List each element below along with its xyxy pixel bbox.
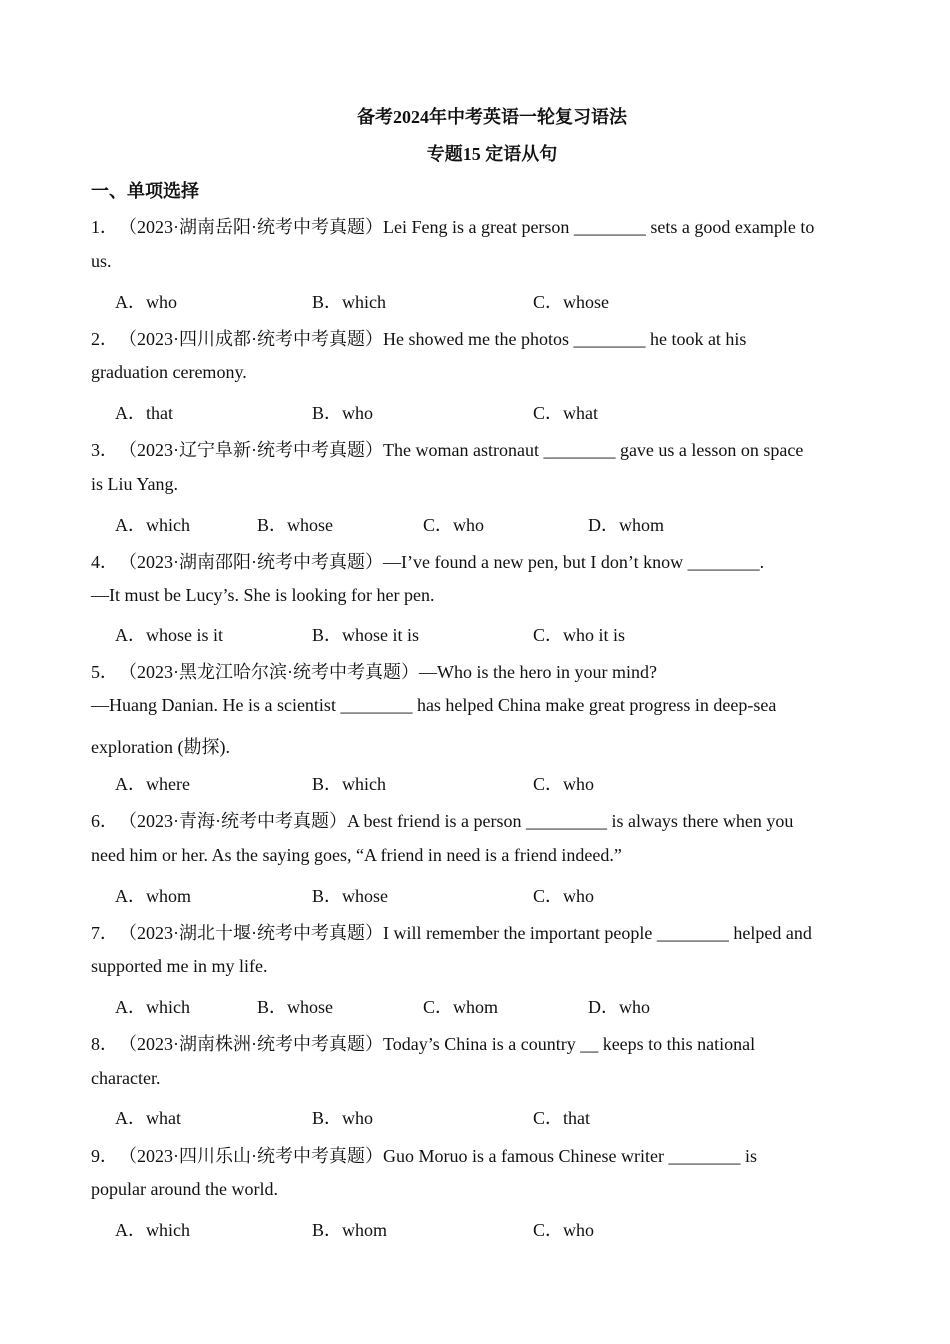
answer-option: A．whose is it — [115, 625, 223, 645]
answer-option: B．whose — [312, 886, 388, 906]
answer-option: C．who — [423, 515, 485, 535]
question-text-line — [91, 733, 230, 759]
answer-option: A．whom — [115, 886, 191, 906]
question-text-line — [91, 807, 793, 833]
question-text: supported me in my life. — [91, 956, 268, 976]
question-text: （2023·湖北十堰·统考中考真题）I will remember the important people ________ helped and — [119, 923, 812, 943]
answer-option: C．whom — [423, 997, 499, 1017]
question-number: 9． — [91, 1146, 118, 1166]
question-text-line — [91, 919, 812, 945]
question-text: （2023·青海·统考中考真题）A best friend is a person _________ is always there when you — [119, 811, 794, 831]
question-text-line — [91, 1068, 160, 1089]
answer-option: A．what — [115, 1108, 181, 1128]
answer-option: B．whom — [312, 1220, 388, 1240]
answer-option: B．who — [312, 403, 374, 423]
answer-option: A．where — [115, 774, 190, 794]
question-text-line — [91, 1179, 278, 1200]
question-number: 3． — [91, 440, 118, 460]
question-text-line — [91, 658, 657, 684]
question-text-line — [91, 362, 247, 383]
question-text: is Liu Yang. — [91, 474, 179, 494]
question-text-line — [91, 1030, 755, 1056]
question-number: 5． — [91, 662, 118, 682]
answer-option: A．that — [115, 403, 173, 423]
question-number: 2． — [91, 329, 118, 349]
question-text-line — [91, 474, 178, 495]
question-text-line — [91, 436, 803, 462]
question-text: character. — [91, 1068, 161, 1088]
answer-option: D．whom — [588, 515, 664, 535]
answer-option: A．which — [115, 997, 190, 1017]
answer-option: B．whose — [257, 515, 333, 535]
question-number: 7． — [91, 923, 118, 943]
section-heading: 一、单项选择 — [91, 181, 199, 201]
answer-option: A．who — [115, 292, 177, 312]
question-text: （2023·辽宁阜新·统考中考真题）The woman astronaut ________ gave us a lesson on space — [119, 440, 804, 460]
answer-option: C．who — [533, 1220, 595, 1240]
question-text-line — [91, 1142, 757, 1168]
question-number: 1． — [91, 217, 118, 237]
question-text-line — [91, 548, 764, 574]
answer-option: C．whose — [533, 292, 609, 312]
answer-option: C．who — [533, 774, 595, 794]
answer-option: D．who — [588, 997, 650, 1017]
question-text: （2023·湖南株洲·统考中考真题）Today’s China is a country __ keeps to this national — [119, 1034, 756, 1054]
question-text-line — [91, 585, 434, 606]
answer-option: B．who — [312, 1108, 374, 1128]
answer-option: C．who — [533, 886, 595, 906]
question-text: （2023·四川乐山·统考中考真题）Guo Moruo is a famous Chinese writer ________ is — [119, 1146, 757, 1166]
question-text: （2023·湖南邵阳·统考中考真题）—I’ve found a new pen, but I don’t know ________. — [119, 552, 765, 572]
question-text: —It must be Lucy’s. She is looking for her pen. — [91, 585, 435, 605]
question-text-line — [91, 845, 622, 866]
answer-option: A．which — [115, 1220, 190, 1240]
answer-option: B．whose — [257, 997, 333, 1017]
question-text-line — [91, 213, 814, 239]
question-text: exploration (勘探). — [91, 737, 230, 757]
question-text: （2023·湖南岳阳·统考中考真题）Lei Feng is a great person ________ sets a good example to — [119, 217, 815, 237]
question-text: （2023·黑龙江哈尔滨·统考中考真题）—Who is the hero in your mind? — [119, 662, 657, 682]
question-text: —Huang Danian. He is a scientist ________ has helped China make great progress in deep-sea — [91, 695, 777, 715]
question-text-line — [91, 695, 776, 716]
question-text: need him or her. As the saying goes, “A friend in need is a friend indeed.” — [91, 845, 622, 865]
question-text: popular around the world. — [91, 1179, 278, 1199]
question-text-line — [91, 956, 267, 977]
document-title: 备考2024年中考英语一轮复习语法 — [357, 107, 627, 127]
answer-option: C．who it is — [533, 625, 626, 645]
answer-option: B．which — [312, 774, 386, 794]
question-text-line — [91, 251, 112, 272]
question-text-line — [91, 325, 746, 351]
answer-option: B．which — [312, 292, 386, 312]
question-number: 8． — [91, 1034, 118, 1054]
document-subtitle: 专题15 定语从句 — [426, 144, 558, 164]
answer-option: B．whose it is — [312, 625, 420, 645]
question-number: 6． — [91, 811, 118, 831]
question-text: （2023·四川成都·统考中考真题）He showed me the photos ________ he took at his — [119, 329, 747, 349]
question-text: graduation ceremony. — [91, 362, 247, 382]
answer-option: C．what — [533, 403, 598, 423]
answer-option: A．which — [115, 515, 190, 535]
question-text: us. — [91, 251, 112, 271]
question-number: 4． — [91, 552, 118, 572]
answer-option: C．that — [533, 1108, 590, 1128]
